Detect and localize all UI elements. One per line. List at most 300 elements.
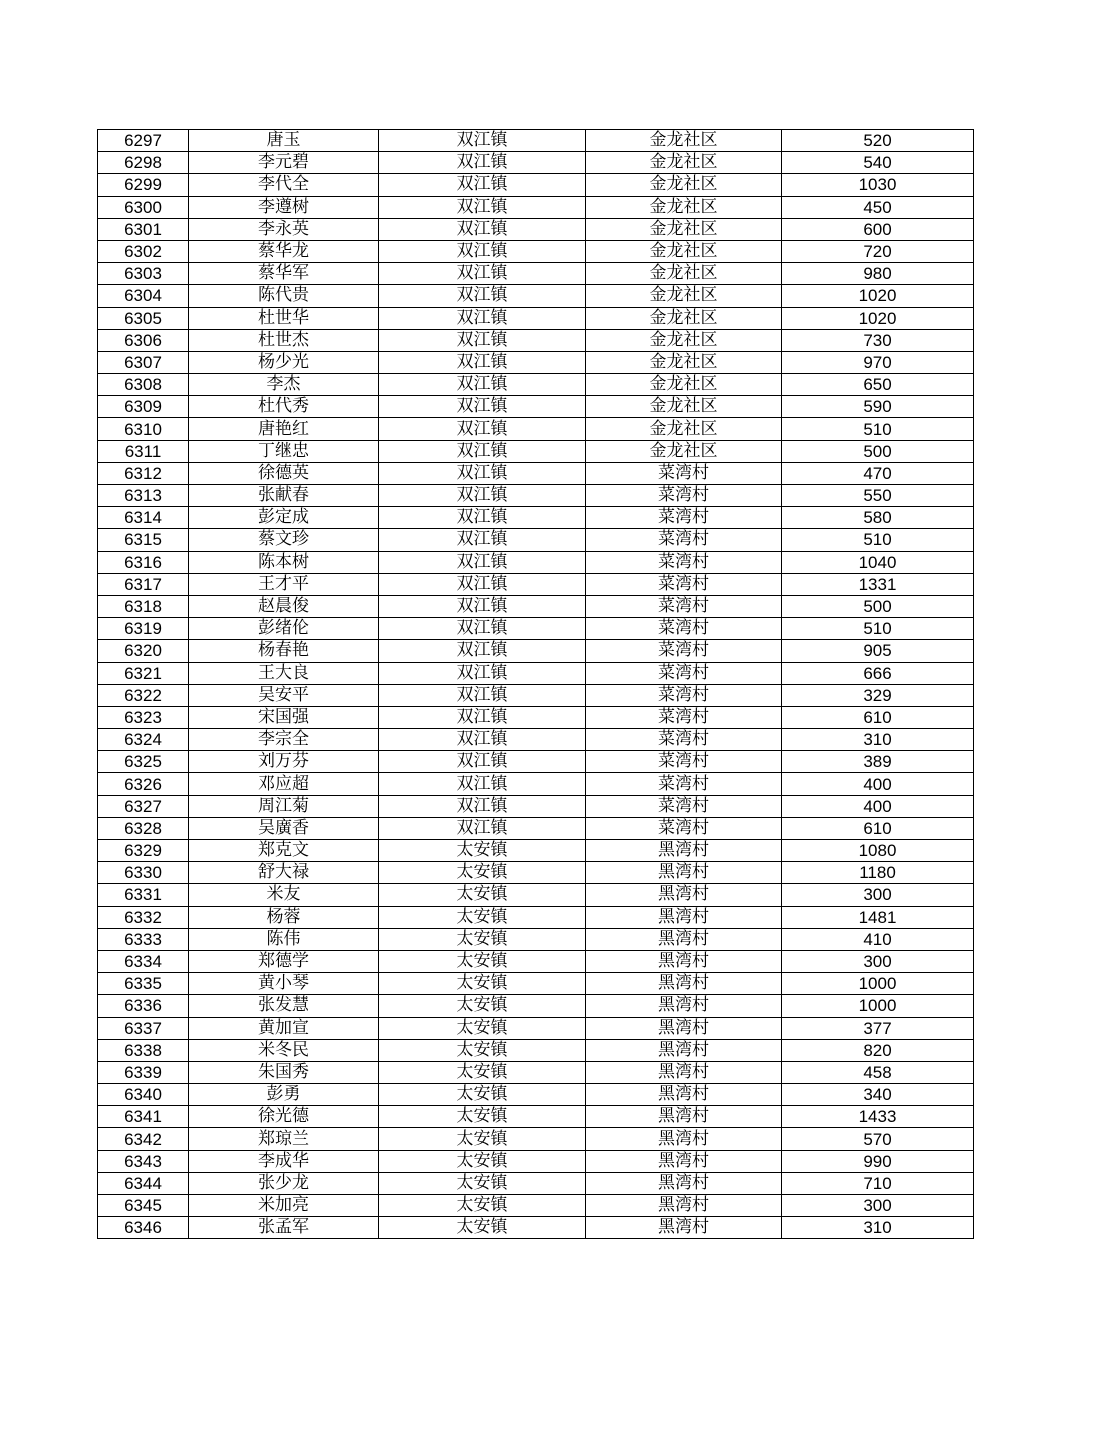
cell-town: 双江镇 <box>379 285 586 307</box>
table-row <box>98 817 974 839</box>
cell-amount: 820 <box>782 1039 974 1061</box>
table-row <box>98 1106 974 1128</box>
table-row <box>98 1195 974 1217</box>
table-row <box>98 551 974 573</box>
cell-town: 太安镇 <box>379 928 586 950</box>
table-row <box>98 174 974 196</box>
cell-name: 郑德学 <box>189 950 379 972</box>
cell-id: 6339 <box>98 1061 189 1083</box>
cell-amount: 1000 <box>782 995 974 1017</box>
cell-town: 太安镇 <box>379 1217 586 1239</box>
cell-amount: 1020 <box>782 285 974 307</box>
cell-village: 金龙社区 <box>586 285 782 307</box>
cell-amount: 905 <box>782 640 974 662</box>
cell-name: 邓应超 <box>189 773 379 795</box>
cell-village: 金龙社区 <box>586 263 782 285</box>
cell-id: 6335 <box>98 973 189 995</box>
cell-id: 6308 <box>98 374 189 396</box>
cell-town: 太安镇 <box>379 884 586 906</box>
cell-village: 菜湾村 <box>586 485 782 507</box>
cell-id: 6319 <box>98 618 189 640</box>
cell-name: 彭勇 <box>189 1084 379 1106</box>
cell-name: 赵晨俊 <box>189 595 379 617</box>
cell-amount: 400 <box>782 773 974 795</box>
table-row <box>98 396 974 418</box>
cell-name: 唐玉 <box>189 130 379 152</box>
table-row <box>98 595 974 617</box>
cell-id: 6311 <box>98 440 189 462</box>
cell-town: 太安镇 <box>379 995 586 1017</box>
cell-town: 双江镇 <box>379 174 586 196</box>
cell-village: 黑湾村 <box>586 862 782 884</box>
cell-name: 郑克文 <box>189 840 379 862</box>
cell-name: 杨春艳 <box>189 640 379 662</box>
cell-name: 李宗全 <box>189 729 379 751</box>
cell-amount: 600 <box>782 218 974 240</box>
table-row <box>98 1172 974 1194</box>
cell-town: 双江镇 <box>379 640 586 662</box>
cell-amount: 550 <box>782 485 974 507</box>
table-row <box>98 1217 974 1239</box>
cell-village: 黑湾村 <box>586 1039 782 1061</box>
cell-village: 金龙社区 <box>586 351 782 373</box>
cell-town: 双江镇 <box>379 618 586 640</box>
cell-amount: 540 <box>782 152 974 174</box>
cell-town: 双江镇 <box>379 706 586 728</box>
cell-town: 双江镇 <box>379 374 586 396</box>
cell-name: 彭绪伦 <box>189 618 379 640</box>
cell-id: 6302 <box>98 240 189 262</box>
cell-amount: 610 <box>782 706 974 728</box>
table-row <box>98 795 974 817</box>
cell-town: 双江镇 <box>379 240 586 262</box>
table-row <box>98 440 974 462</box>
cell-village: 黑湾村 <box>586 995 782 1017</box>
cell-amount: 500 <box>782 440 974 462</box>
cell-id: 6338 <box>98 1039 189 1061</box>
cell-town: 双江镇 <box>379 130 586 152</box>
cell-id: 6315 <box>98 529 189 551</box>
table-row <box>98 684 974 706</box>
cell-name: 吴廣香 <box>189 817 379 839</box>
cell-amount: 329 <box>782 684 974 706</box>
cell-town: 太安镇 <box>379 862 586 884</box>
cell-name: 杨少光 <box>189 351 379 373</box>
cell-id: 6340 <box>98 1084 189 1106</box>
cell-town: 双江镇 <box>379 263 586 285</box>
cell-town: 太安镇 <box>379 1084 586 1106</box>
cell-name: 丁继忠 <box>189 440 379 462</box>
cell-amount: 990 <box>782 1150 974 1172</box>
cell-village: 菜湾村 <box>586 595 782 617</box>
cell-id: 6313 <box>98 485 189 507</box>
table-row <box>98 152 974 174</box>
cell-amount: 1040 <box>782 551 974 573</box>
table-row <box>98 573 974 595</box>
cell-name: 王才平 <box>189 573 379 595</box>
cell-town: 双江镇 <box>379 440 586 462</box>
cell-id: 6301 <box>98 218 189 240</box>
table-row <box>98 240 974 262</box>
table-row <box>98 662 974 684</box>
cell-name: 黄小琴 <box>189 973 379 995</box>
cell-id: 6326 <box>98 773 189 795</box>
table-row <box>98 950 974 972</box>
cell-village: 黑湾村 <box>586 1084 782 1106</box>
cell-name: 宋国强 <box>189 706 379 728</box>
cell-name: 周江菊 <box>189 795 379 817</box>
cell-name: 彭定成 <box>189 507 379 529</box>
cell-amount: 510 <box>782 618 974 640</box>
cell-village: 黑湾村 <box>586 973 782 995</box>
cell-amount: 300 <box>782 950 974 972</box>
cell-id: 6322 <box>98 684 189 706</box>
cell-amount: 510 <box>782 418 974 440</box>
cell-village: 菜湾村 <box>586 729 782 751</box>
table-row <box>98 418 974 440</box>
cell-village: 黑湾村 <box>586 1195 782 1217</box>
cell-village: 菜湾村 <box>586 795 782 817</box>
cell-id: 6310 <box>98 418 189 440</box>
cell-id: 6334 <box>98 950 189 972</box>
cell-village: 菜湾村 <box>586 573 782 595</box>
cell-amount: 720 <box>782 240 974 262</box>
cell-id: 6312 <box>98 462 189 484</box>
cell-village: 金龙社区 <box>586 174 782 196</box>
cell-id: 6297 <box>98 130 189 152</box>
cell-id: 6324 <box>98 729 189 751</box>
cell-amount: 610 <box>782 817 974 839</box>
data-table <box>97 129 974 1239</box>
cell-name: 唐艳红 <box>189 418 379 440</box>
cell-id: 6321 <box>98 662 189 684</box>
table-row <box>98 462 974 484</box>
table-row <box>98 773 974 795</box>
cell-village: 黑湾村 <box>586 884 782 906</box>
table-row <box>98 529 974 551</box>
cell-amount: 377 <box>782 1017 974 1039</box>
cell-id: 6298 <box>98 152 189 174</box>
cell-village: 黑湾村 <box>586 1017 782 1039</box>
cell-amount: 389 <box>782 751 974 773</box>
cell-id: 6303 <box>98 263 189 285</box>
table-row <box>98 706 974 728</box>
cell-town: 双江镇 <box>379 795 586 817</box>
cell-id: 6327 <box>98 795 189 817</box>
cell-id: 6333 <box>98 928 189 950</box>
cell-name: 张少龙 <box>189 1172 379 1194</box>
cell-village: 金龙社区 <box>586 218 782 240</box>
cell-amount: 1030 <box>782 174 974 196</box>
cell-town: 双江镇 <box>379 595 586 617</box>
cell-town: 太安镇 <box>379 1106 586 1128</box>
cell-name: 徐德英 <box>189 462 379 484</box>
table-row <box>98 1039 974 1061</box>
cell-town: 双江镇 <box>379 307 586 329</box>
cell-amount: 1020 <box>782 307 974 329</box>
cell-name: 李代全 <box>189 174 379 196</box>
cell-village: 金龙社区 <box>586 307 782 329</box>
cell-town: 双江镇 <box>379 729 586 751</box>
cell-village: 金龙社区 <box>586 130 782 152</box>
cell-name: 米冬民 <box>189 1039 379 1061</box>
cell-village: 菜湾村 <box>586 684 782 706</box>
cell-village: 黑湾村 <box>586 1106 782 1128</box>
table-row <box>98 973 974 995</box>
cell-name: 陈伟 <box>189 928 379 950</box>
cell-amount: 410 <box>782 928 974 950</box>
table-row <box>98 196 974 218</box>
cell-amount: 300 <box>782 884 974 906</box>
cell-town: 太安镇 <box>379 906 586 928</box>
cell-town: 双江镇 <box>379 551 586 573</box>
table-row <box>98 1128 974 1150</box>
cell-town: 太安镇 <box>379 1172 586 1194</box>
cell-id: 6320 <box>98 640 189 662</box>
cell-name: 黄加宣 <box>189 1017 379 1039</box>
table-row <box>98 751 974 773</box>
table-row <box>98 307 974 329</box>
table-row <box>98 374 974 396</box>
cell-name: 李遵树 <box>189 196 379 218</box>
cell-village: 菜湾村 <box>586 462 782 484</box>
table-row <box>98 1061 974 1083</box>
cell-village: 菜湾村 <box>586 640 782 662</box>
table-row <box>98 862 974 884</box>
cell-id: 6344 <box>98 1172 189 1194</box>
cell-name: 张孟军 <box>189 1217 379 1239</box>
cell-amount: 1331 <box>782 573 974 595</box>
cell-id: 6309 <box>98 396 189 418</box>
cell-name: 杨蓉 <box>189 906 379 928</box>
cell-village: 菜湾村 <box>586 618 782 640</box>
table-row <box>98 618 974 640</box>
table-row <box>98 1084 974 1106</box>
cell-id: 6300 <box>98 196 189 218</box>
cell-village: 金龙社区 <box>586 329 782 351</box>
cell-village: 黑湾村 <box>586 1150 782 1172</box>
cell-town: 太安镇 <box>379 840 586 862</box>
cell-village: 菜湾村 <box>586 773 782 795</box>
cell-village: 菜湾村 <box>586 529 782 551</box>
cell-amount: 470 <box>782 462 974 484</box>
cell-id: 6305 <box>98 307 189 329</box>
cell-amount: 590 <box>782 396 974 418</box>
table-row <box>98 351 974 373</box>
cell-town: 双江镇 <box>379 507 586 529</box>
cell-id: 6306 <box>98 329 189 351</box>
cell-id: 6325 <box>98 751 189 773</box>
cell-amount: 520 <box>782 130 974 152</box>
cell-town: 双江镇 <box>379 329 586 351</box>
cell-name: 吴安平 <box>189 684 379 706</box>
cell-town: 双江镇 <box>379 152 586 174</box>
cell-amount: 310 <box>782 729 974 751</box>
cell-village: 菜湾村 <box>586 751 782 773</box>
cell-town: 双江镇 <box>379 817 586 839</box>
table-row <box>98 640 974 662</box>
cell-amount: 666 <box>782 662 974 684</box>
cell-name: 米友 <box>189 884 379 906</box>
cell-town: 双江镇 <box>379 196 586 218</box>
cell-village: 金龙社区 <box>586 240 782 262</box>
cell-id: 6331 <box>98 884 189 906</box>
cell-town: 双江镇 <box>379 351 586 373</box>
table-row <box>98 729 974 751</box>
cell-name: 李永英 <box>189 218 379 240</box>
cell-village: 菜湾村 <box>586 551 782 573</box>
cell-name: 朱国秀 <box>189 1061 379 1083</box>
cell-name: 张献春 <box>189 485 379 507</box>
cell-amount: 710 <box>782 1172 974 1194</box>
cell-name: 李元碧 <box>189 152 379 174</box>
cell-town: 太安镇 <box>379 1061 586 1083</box>
table-row <box>98 263 974 285</box>
cell-town: 双江镇 <box>379 418 586 440</box>
cell-town: 双江镇 <box>379 529 586 551</box>
cell-name: 陈代贵 <box>189 285 379 307</box>
cell-id: 6346 <box>98 1217 189 1239</box>
table-row <box>98 130 974 152</box>
cell-name: 杜世华 <box>189 307 379 329</box>
cell-amount: 400 <box>782 795 974 817</box>
cell-name: 舒大禄 <box>189 862 379 884</box>
cell-amount: 1481 <box>782 906 974 928</box>
cell-amount: 570 <box>782 1128 974 1150</box>
cell-name: 蔡华龙 <box>189 240 379 262</box>
cell-village: 黑湾村 <box>586 906 782 928</box>
table-row <box>98 1017 974 1039</box>
cell-village: 金龙社区 <box>586 440 782 462</box>
table-row <box>98 218 974 240</box>
cell-village: 金龙社区 <box>586 196 782 218</box>
cell-amount: 980 <box>782 263 974 285</box>
cell-id: 6345 <box>98 1195 189 1217</box>
cell-town: 太安镇 <box>379 973 586 995</box>
cell-id: 6343 <box>98 1150 189 1172</box>
table-row <box>98 329 974 351</box>
cell-village: 黑湾村 <box>586 1217 782 1239</box>
cell-name: 徐光德 <box>189 1106 379 1128</box>
cell-town: 太安镇 <box>379 950 586 972</box>
cell-village: 黑湾村 <box>586 1172 782 1194</box>
cell-amount: 500 <box>782 595 974 617</box>
cell-town: 双江镇 <box>379 751 586 773</box>
cell-name: 张发慧 <box>189 995 379 1017</box>
cell-village: 菜湾村 <box>586 706 782 728</box>
cell-id: 6328 <box>98 817 189 839</box>
cell-amount: 510 <box>782 529 974 551</box>
cell-town: 双江镇 <box>379 396 586 418</box>
cell-amount: 340 <box>782 1084 974 1106</box>
table-row <box>98 928 974 950</box>
cell-village: 黑湾村 <box>586 1061 782 1083</box>
cell-village: 菜湾村 <box>586 507 782 529</box>
table-row <box>98 1150 974 1172</box>
cell-amount: 450 <box>782 196 974 218</box>
table-row <box>98 507 974 529</box>
cell-town: 双江镇 <box>379 218 586 240</box>
table-row <box>98 884 974 906</box>
cell-amount: 580 <box>782 507 974 529</box>
cell-id: 6337 <box>98 1017 189 1039</box>
cell-town: 双江镇 <box>379 462 586 484</box>
cell-name: 王大良 <box>189 662 379 684</box>
cell-name: 蔡华军 <box>189 263 379 285</box>
cell-town: 太安镇 <box>379 1195 586 1217</box>
cell-amount: 300 <box>782 1195 974 1217</box>
cell-village: 菜湾村 <box>586 662 782 684</box>
table-row <box>98 485 974 507</box>
cell-id: 6316 <box>98 551 189 573</box>
table-row <box>98 906 974 928</box>
cell-village: 金龙社区 <box>586 152 782 174</box>
table-body <box>98 130 974 1239</box>
cell-town: 太安镇 <box>379 1150 586 1172</box>
cell-village: 黑湾村 <box>586 840 782 862</box>
cell-amount: 650 <box>782 374 974 396</box>
cell-id: 6314 <box>98 507 189 529</box>
cell-id: 6317 <box>98 573 189 595</box>
cell-id: 6341 <box>98 1106 189 1128</box>
cell-town: 太安镇 <box>379 1128 586 1150</box>
cell-name: 郑琼兰 <box>189 1128 379 1150</box>
cell-amount: 970 <box>782 351 974 373</box>
cell-id: 6336 <box>98 995 189 1017</box>
cell-amount: 1080 <box>782 840 974 862</box>
cell-id: 6332 <box>98 906 189 928</box>
cell-name: 杜代秀 <box>189 396 379 418</box>
cell-id: 6304 <box>98 285 189 307</box>
cell-village: 金龙社区 <box>586 374 782 396</box>
cell-name: 李杰 <box>189 374 379 396</box>
cell-town: 太安镇 <box>379 1039 586 1061</box>
cell-amount: 310 <box>782 1217 974 1239</box>
cell-name: 杜世杰 <box>189 329 379 351</box>
cell-town: 太安镇 <box>379 1017 586 1039</box>
cell-amount: 1433 <box>782 1106 974 1128</box>
cell-village: 金龙社区 <box>586 418 782 440</box>
cell-name: 刘万芬 <box>189 751 379 773</box>
cell-id: 6323 <box>98 706 189 728</box>
cell-id: 6299 <box>98 174 189 196</box>
cell-town: 双江镇 <box>379 662 586 684</box>
cell-town: 双江镇 <box>379 684 586 706</box>
cell-village: 菜湾村 <box>586 817 782 839</box>
cell-town: 双江镇 <box>379 573 586 595</box>
cell-id: 6330 <box>98 862 189 884</box>
cell-amount: 458 <box>782 1061 974 1083</box>
table-row <box>98 995 974 1017</box>
cell-name: 蔡文珍 <box>189 529 379 551</box>
cell-town: 双江镇 <box>379 485 586 507</box>
cell-village: 黑湾村 <box>586 950 782 972</box>
cell-village: 黑湾村 <box>586 1128 782 1150</box>
cell-amount: 1000 <box>782 973 974 995</box>
cell-town: 双江镇 <box>379 773 586 795</box>
cell-village: 黑湾村 <box>586 928 782 950</box>
cell-village: 金龙社区 <box>586 396 782 418</box>
table-row <box>98 840 974 862</box>
cell-amount: 1180 <box>782 862 974 884</box>
cell-name: 李成华 <box>189 1150 379 1172</box>
cell-id: 6329 <box>98 840 189 862</box>
cell-name: 陈本树 <box>189 551 379 573</box>
cell-id: 6318 <box>98 595 189 617</box>
cell-amount: 730 <box>782 329 974 351</box>
table-row <box>98 285 974 307</box>
cell-name: 米加亮 <box>189 1195 379 1217</box>
